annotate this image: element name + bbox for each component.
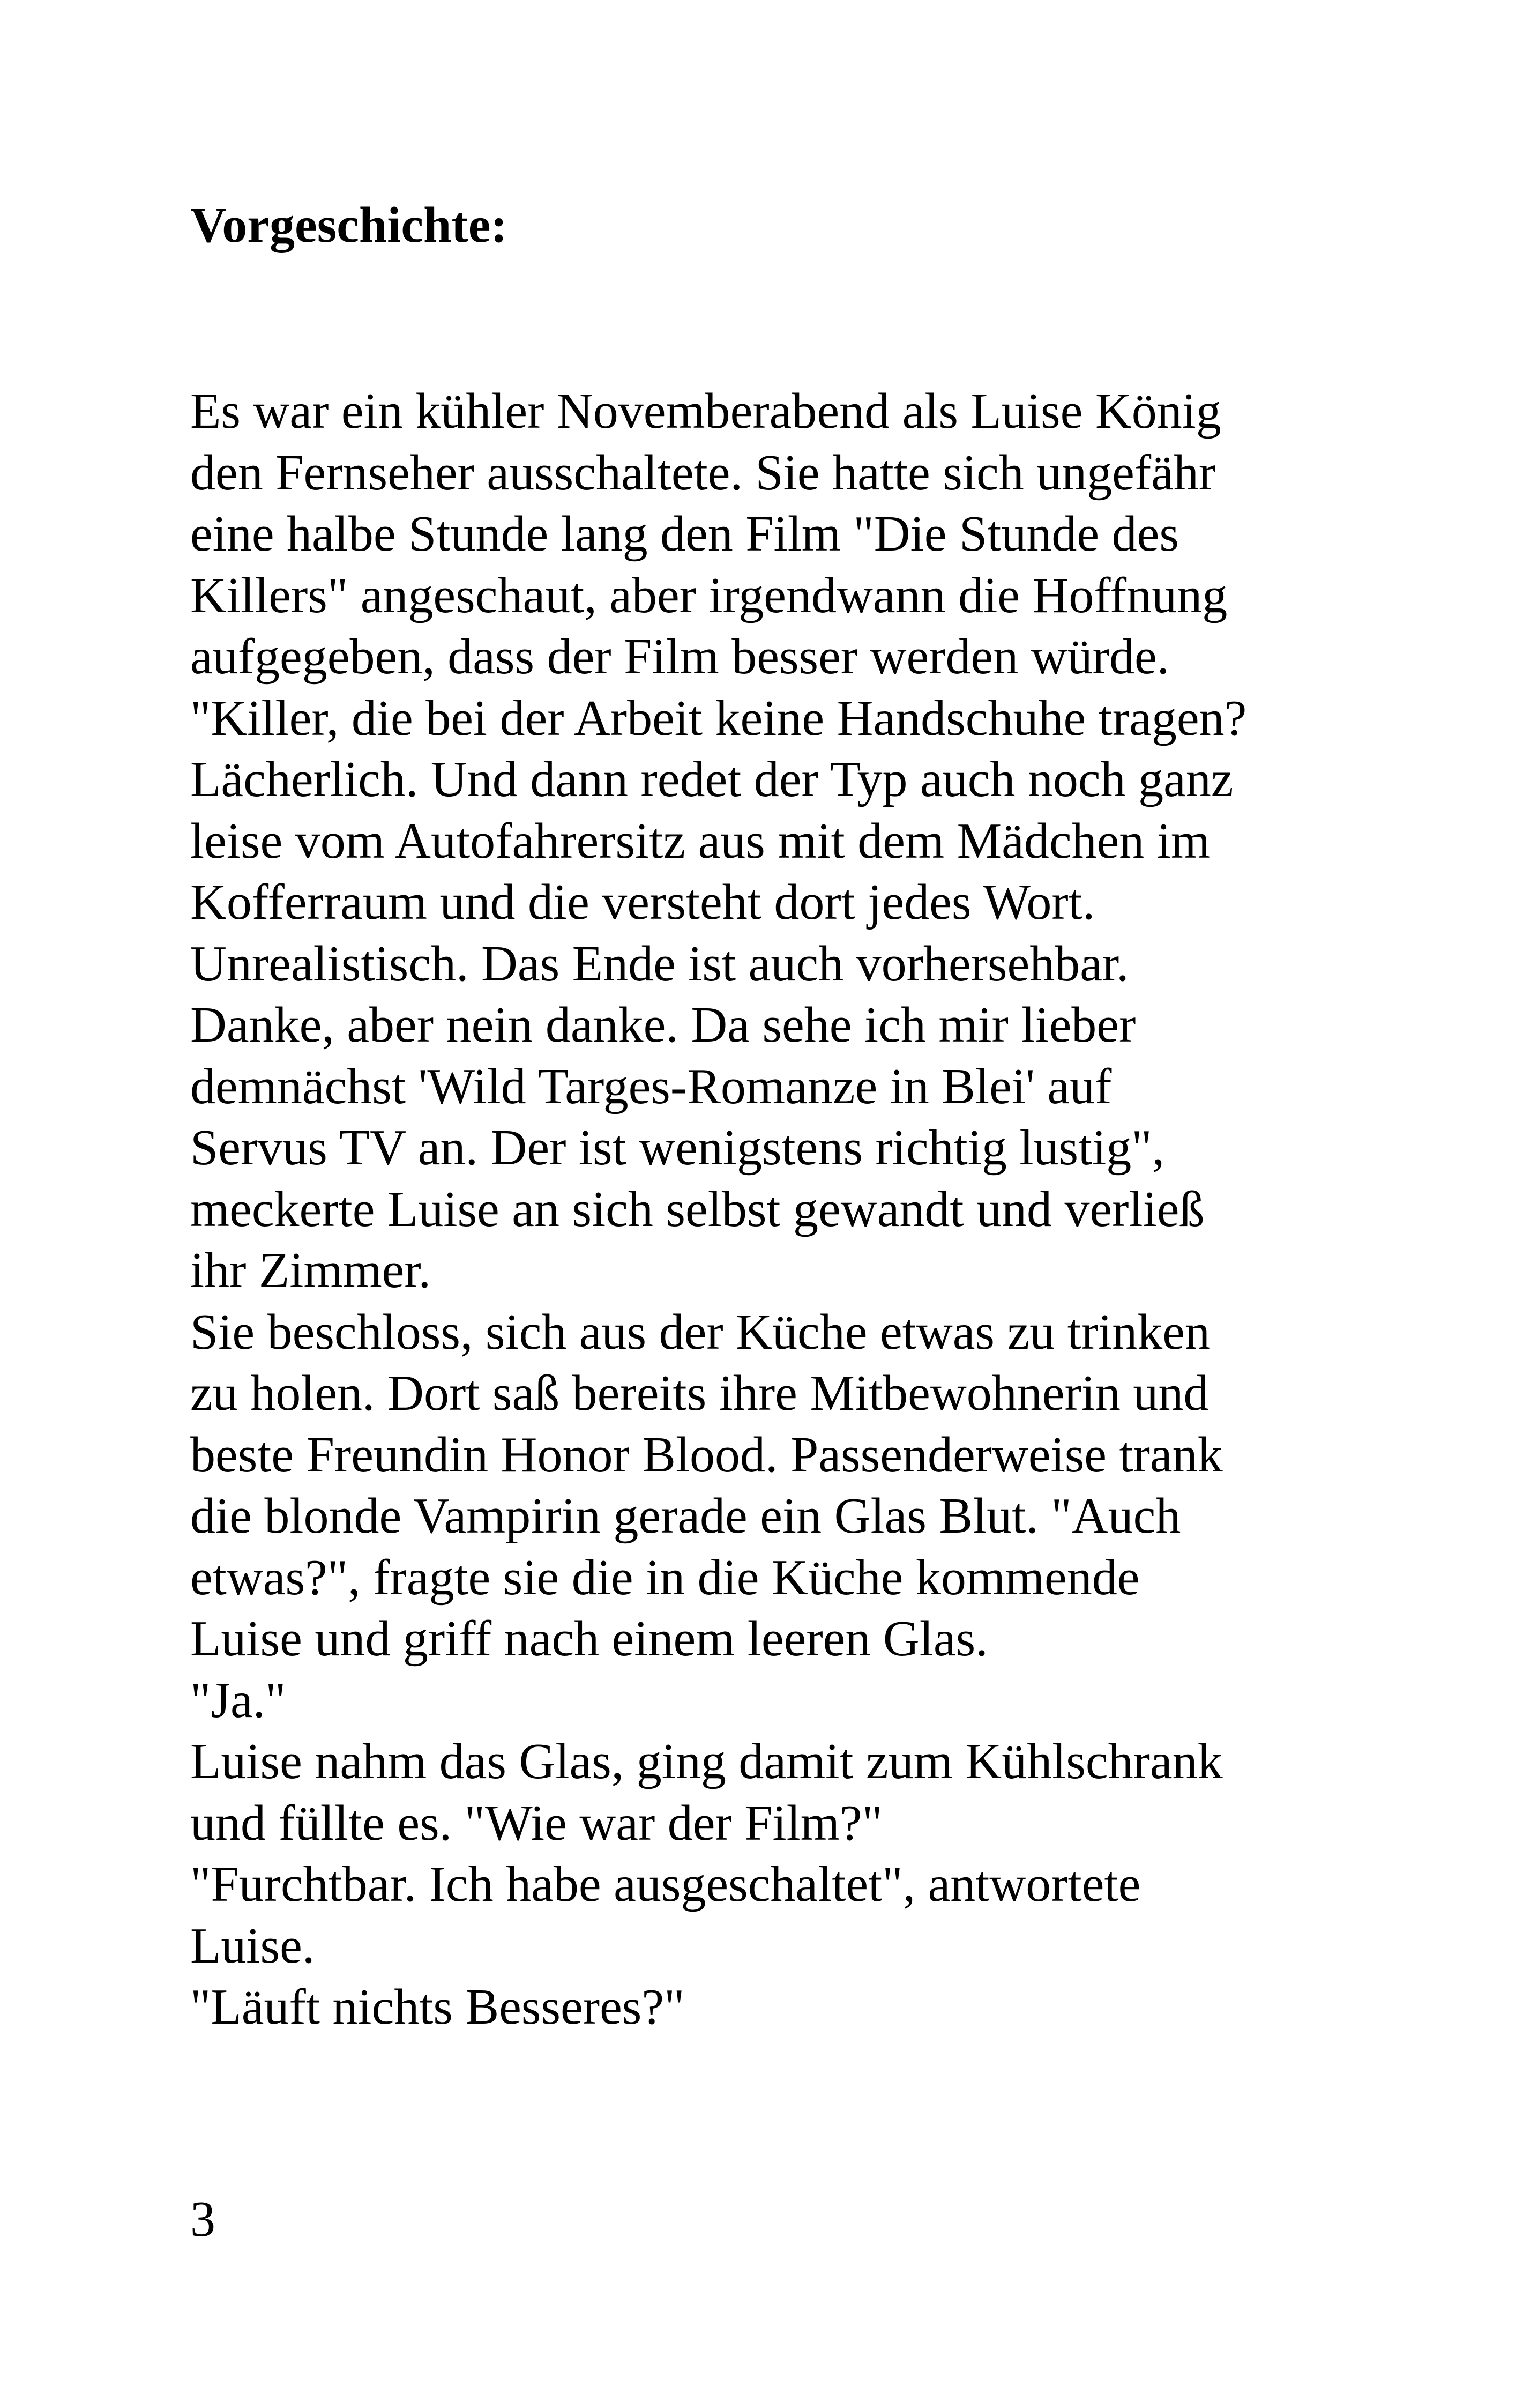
text-line: zu holen. Dort saß bereits ihre Mitbewohnerin und <box>190 1365 1209 1421</box>
text-line: "Ja." <box>190 1672 286 1728</box>
text-line: die blonde Vampirin gerade ein Glas Blut. "Auch <box>190 1488 1181 1544</box>
text-line: "Killer, die bei der Arbeit keine Handschuhe tragen? <box>190 690 1247 746</box>
text-line: etwas?", fragte sie die in die Küche kommende <box>190 1549 1140 1606</box>
text-line: Es war ein kühler Novemberabend als Luise König <box>190 383 1221 439</box>
text-line: Luise nahm das Glas, ging damit zum Kühlschrank <box>190 1734 1223 1789</box>
text-line: meckerte Luise an sich selbst gewandt und verließ <box>190 1181 1205 1237</box>
text-line: Luise und griff nach einem leeren Glas. <box>190 1611 988 1667</box>
text-line: demnächst 'Wild Targes-Romanze in Blei' auf <box>190 1058 1112 1114</box>
text-line: Killers" angeschaut, aber irgendwann die Hoffnung <box>190 567 1228 623</box>
text-line: Sie beschloss, sich aus der Küche etwas zu trinken <box>190 1304 1210 1360</box>
page-number: 3 <box>190 2191 215 2247</box>
text-line: den Fernseher ausschaltete. Sie hatte sich ungefähr <box>190 444 1216 501</box>
text-line: ihr Zimmer. <box>190 1243 431 1298</box>
text-line: Servus TV an. Der ist wenigstens richtig lustig", <box>190 1120 1165 1176</box>
text-line: eine halbe Stunde lang den Film "Die Stunde des <box>190 506 1179 562</box>
text-line: "Furchtbar. Ich habe ausgeschaltet", antwortete <box>190 1856 1141 1912</box>
text-line: leise vom Autofahrersitz aus mit dem Mädchen im <box>190 813 1211 869</box>
chapter-heading: Vorgeschichte: <box>190 197 507 253</box>
text-line: aufgegeben, dass der Film besser werden würde. <box>190 629 1170 685</box>
text-line: Kofferraum und die versteht dort jedes Wort. <box>190 874 1095 930</box>
body-text <box>190 381 1369 2038</box>
text-line: und füllte es. "Wie war der Film?" <box>190 1795 883 1851</box>
text-line: beste Freundin Honor Blood. Passenderweise trank <box>190 1426 1223 1483</box>
text-line: "Läuft nichts Besseres?" <box>190 1979 685 2035</box>
text-line: Danke, aber nein danke. Da sehe ich mir lieber <box>190 997 1136 1053</box>
text-line: Lächerlich. Und dann redet der Typ auch noch ganz <box>190 752 1234 807</box>
text-line: Unrealistisch. Das Ende ist auch vorhersehbar. <box>190 935 1129 992</box>
text-line: Luise. <box>190 1918 315 1974</box>
